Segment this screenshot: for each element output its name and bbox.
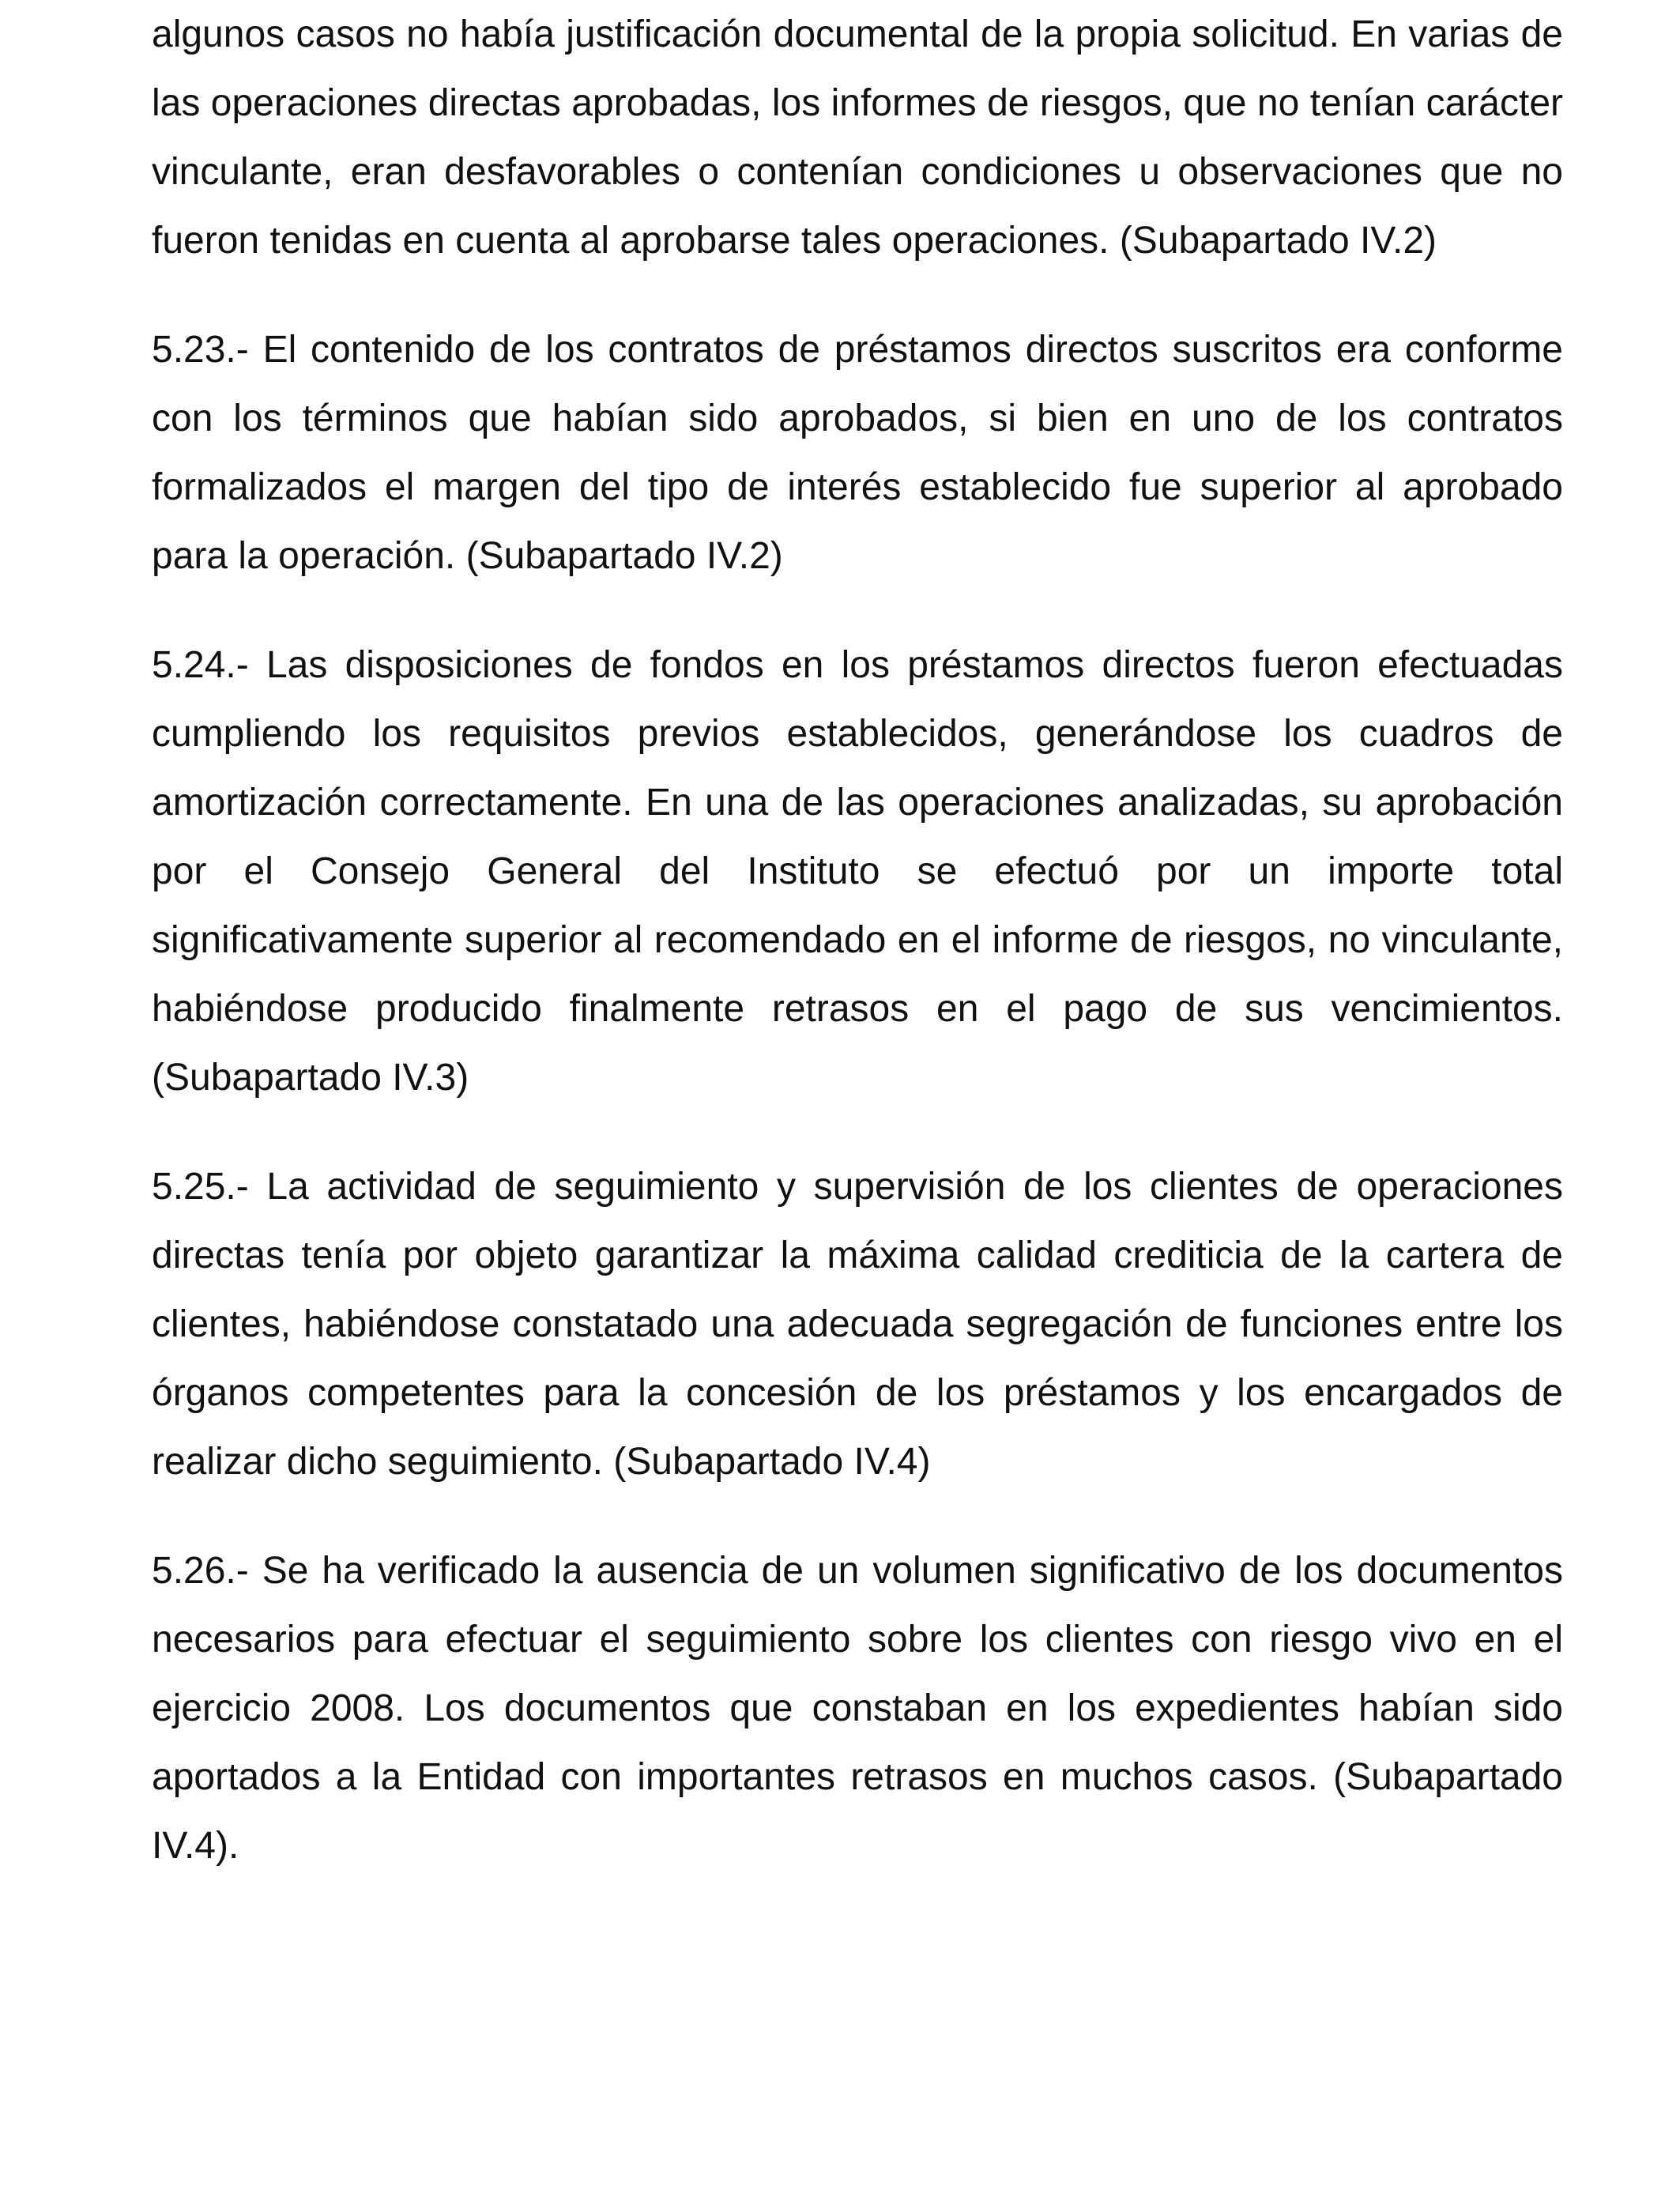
paragraph-number: 5.26.- — [152, 1550, 249, 1592]
paragraph-5-25 — [152, 1152, 1563, 1496]
paragraph-text: Se ha verificado la ausencia de un volumen significativo de los documentos necesarios para efectuar el seguimiento sobre los clientes con riesgo vivo en el ejercicio 2008. Los documentos que constaban en los expedientes habían sido aportados a la Entidad con importantes retrasos en muchos casos. (Subapartado IV.4). — [152, 1550, 1563, 1867]
paragraph-5-24 — [152, 631, 1563, 1112]
paragraph-text: El contenido de los contratos de préstamos directos suscritos era conforme con los términos que habían sido aprobados, si bien en uno de los contratos formalizados el margen del tipo de interés establecido fue superior al aprobado para la operación. (Subapartado IV.2) — [152, 329, 1564, 577]
paragraph-spacer — [152, 1496, 1563, 1536]
document-body — [152, 0, 1563, 1880]
paragraph-5-26 — [152, 1536, 1563, 1880]
paragraph-text: La actividad de seguimiento y supervisión de los clientes de operaciones directas tenía por objeto garantizar la máxima calidad crediticia de la cartera de clientes, habiéndose constatado una adecuada segregación de funciones entre los órganos competentes para la concesión de los préstamos y los encargados de realizar dicho seguimiento. (Subapartado IV.4) — [152, 1166, 1563, 1483]
paragraph-text: algunos casos no había justificación documental de la propia solicitud. En varias de las operaciones directas aprobadas, los informes de riesgos, que no tenían carácter vinculante, eran desfavorables o contenían condiciones u observaciones que no fueron tenidas en cuenta al aprobarse tales operaciones. (Subapartado IV.2) — [152, 13, 1563, 262]
paragraph-spacer — [152, 590, 1563, 631]
paragraph-5-23 — [152, 315, 1563, 590]
paragraph-spacer — [152, 1112, 1563, 1152]
paragraph-spacer — [152, 275, 1563, 315]
paragraph-number: 5.25.- — [152, 1166, 249, 1208]
paragraph-number: 5.23.- — [152, 329, 249, 371]
paragraph-continuation — [152, 0, 1563, 275]
paragraph-text: Las disposiciones de fondos en los préstamos directos fueron efectuadas cumpliendo los requisitos previos establecidos, generándose los cuadros de amortización correctamente. En una de las operaciones analizadas, su aprobación por el Consejo General del Instituto se efectuó por un importe total significativamente superior al recomendado en el informe de riesgos, no vinculante, habiéndose producido finalmente retrasos en el pago de sus vencimientos. (Subapartado IV.3) — [152, 644, 1563, 1099]
paragraph-number: 5.24.- — [152, 644, 249, 686]
